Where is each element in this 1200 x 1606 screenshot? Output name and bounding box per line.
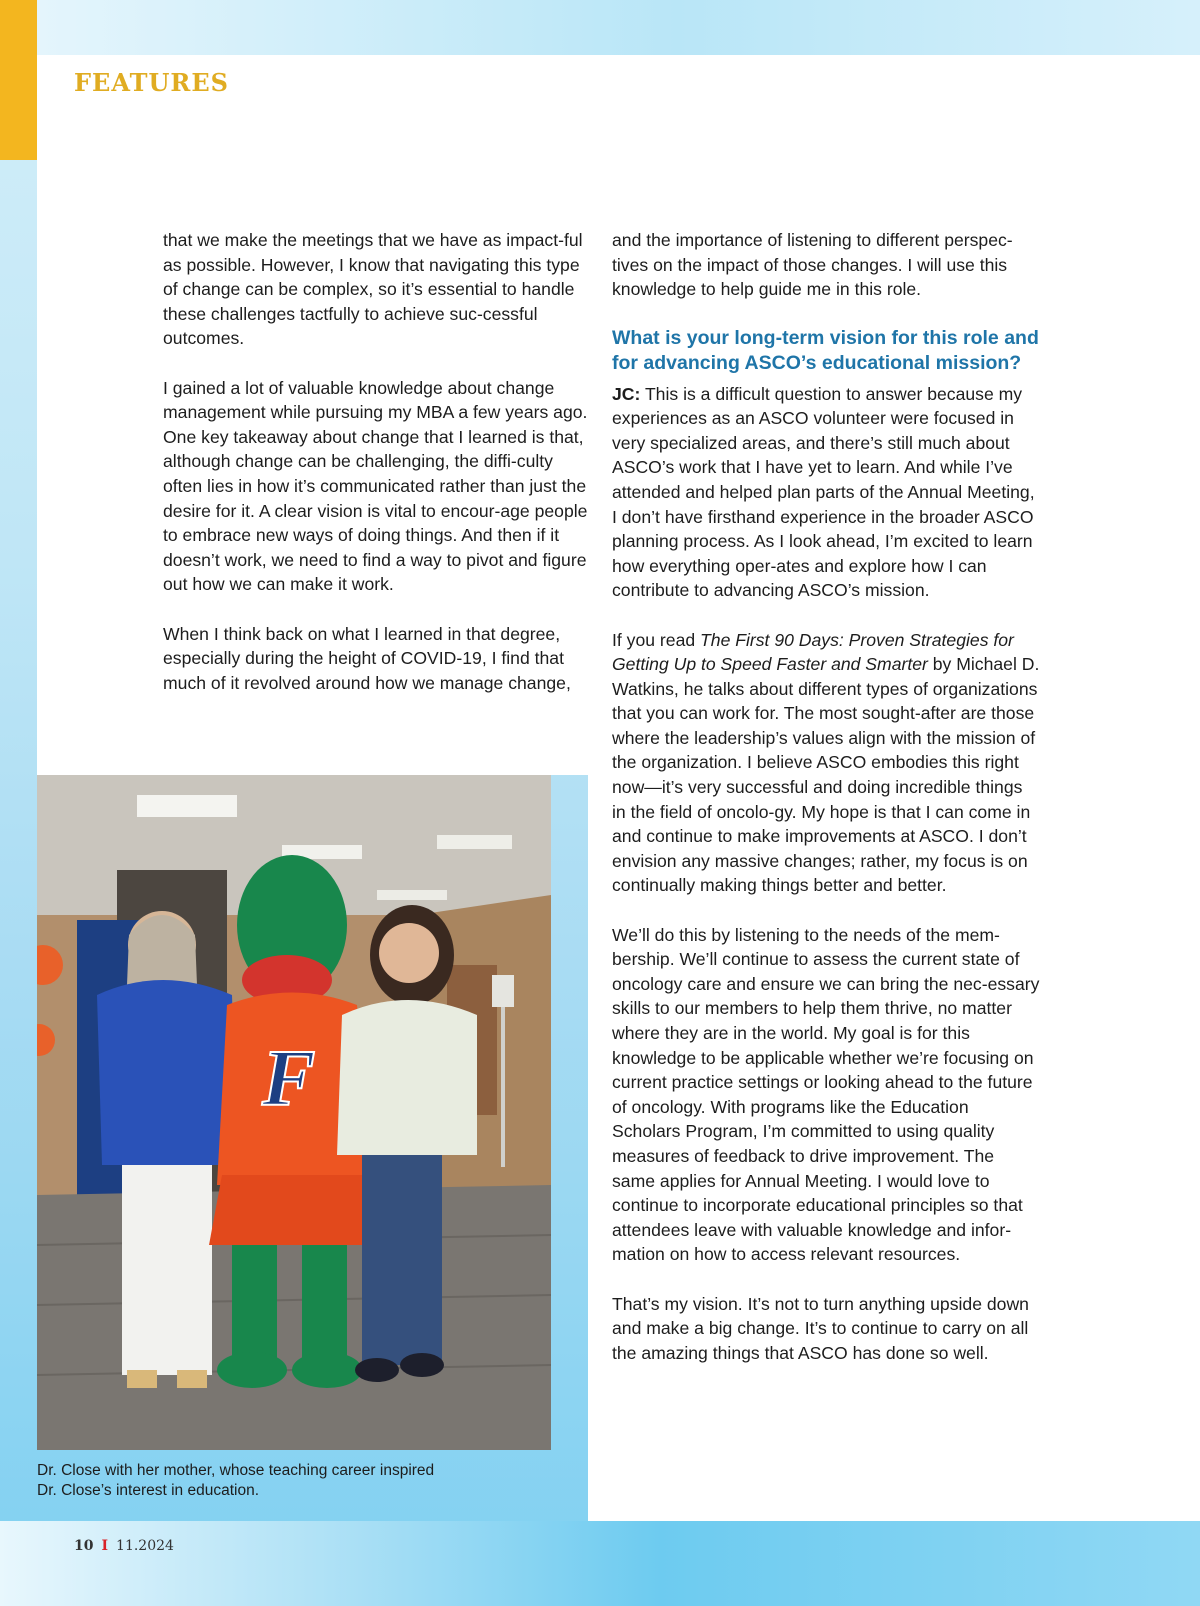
mascot-letter: F — [262, 1035, 316, 1123]
section-color-tab — [0, 0, 37, 160]
paragraph — [612, 628, 1040, 899]
answer-text: This is a difficult question to answer because my experiences as an ASCO volunteer were focused in very specialized areas, and there’s still much about ASCO’s work that I have yet to learn. And while I’ve attended and helped plan parts of the Annual Meeting, I don’t have firsthand experience in the broader ASCO planning process. As I look ahead, I’m excited to learn how everything oper-ates and explore how I can contribute to advancing ASCO’s mission. — [612, 383, 1035, 601]
paragraph: When I think back on what I learned in that degree, especially during the height of COVID-19, I find that much of it revolved around how we manage change, — [163, 623, 571, 693]
footer-band — [0, 1521, 1200, 1606]
photo-caption: Dr. Close with her mother, whose teaching career inspired Dr. Close’s interest in education. — [37, 1462, 435, 1499]
interview-question: What is your long-term vision for this role and for advancing ASCO’s educational mission? — [612, 327, 1039, 374]
page-footer — [74, 1538, 174, 1554]
top-band — [37, 0, 1200, 55]
issue-date: 11.2024 — [116, 1538, 174, 1554]
event-photo — [37, 775, 551, 1450]
right-column — [612, 228, 1040, 1390]
paragraph-intro: If you read — [612, 629, 696, 650]
page-number: 10 — [74, 1538, 94, 1554]
footer-separator: I — [101, 1538, 109, 1554]
paragraph: and the importance of listening to different perspec-tives on the impact of those changes. I will use this knowledge to help guide me in this role. — [612, 230, 1013, 300]
paragraph: We’ll do this by listening to the needs of the mem-bership. We’ll continue to assess the current state of oncology care and ensure we can bring the nec-essary skills to our members to help them thrive, no matter where they are in the world. My goal is for this knowledge to be applicable whether we’re focusing on current practice settings or looking ahead to the future of oncology. With programs like the Education Scholars Program, I’m committed to using quality measures of feedback to drive improvement. The same applies for Annual Meeting. I would love to continue to incorporate educational principles so that attendees leave with valuable knowledge and infor-mation on how to access relevant resources. — [612, 924, 1040, 1265]
answer-paragraph — [612, 382, 1040, 603]
paragraph-rest: by Michael D. Watkins, he talks about different types of organizations that you can work for. The most sought-after are those where the leadership’s values align with the mission of the organization. I believe ASCO embodies this right now—it’s very successful and doing incredible things in the field of oncolo-gy. My hope is that I can come in and continue to make improvements at ASCO. I don’t envision any massive changes; rather, my focus is on continually making things better and better. — [612, 654, 1040, 896]
section-label: FEATURES — [74, 68, 229, 97]
paragraph: that we make the meetings that we have as impact-ful as possible. However, I know that navigating this type of change can be complex, so it’s essential to handle these challenges tactfully to achieve suc-cessful outcomes. — [163, 230, 583, 349]
paragraph: That’s my vision. It’s not to turn anything upside down and make a big change. It’s to continue to carry on all the amazing things that ASCO has done so well. — [612, 1293, 1029, 1363]
left-column — [163, 228, 588, 720]
speaker-label: JC: — [612, 383, 641, 404]
paragraph: I gained a lot of valuable knowledge about change management while pursuing my MBA a few years ago. One key takeaway about change that I learned is that, although change can be challenging, the diffi-culty often lies in how it’s communicated rather than just the desire for it. A clear vision is vital to encour-age people to embrace new ways of doing things. And then if it doesn’t work, we need to find a way to pivot and figure out how we can make it work. — [163, 377, 588, 595]
book-title: The First 90 Days: Proven Strategies for Getting Up to Speed Faster and Smarter — [612, 629, 1014, 675]
